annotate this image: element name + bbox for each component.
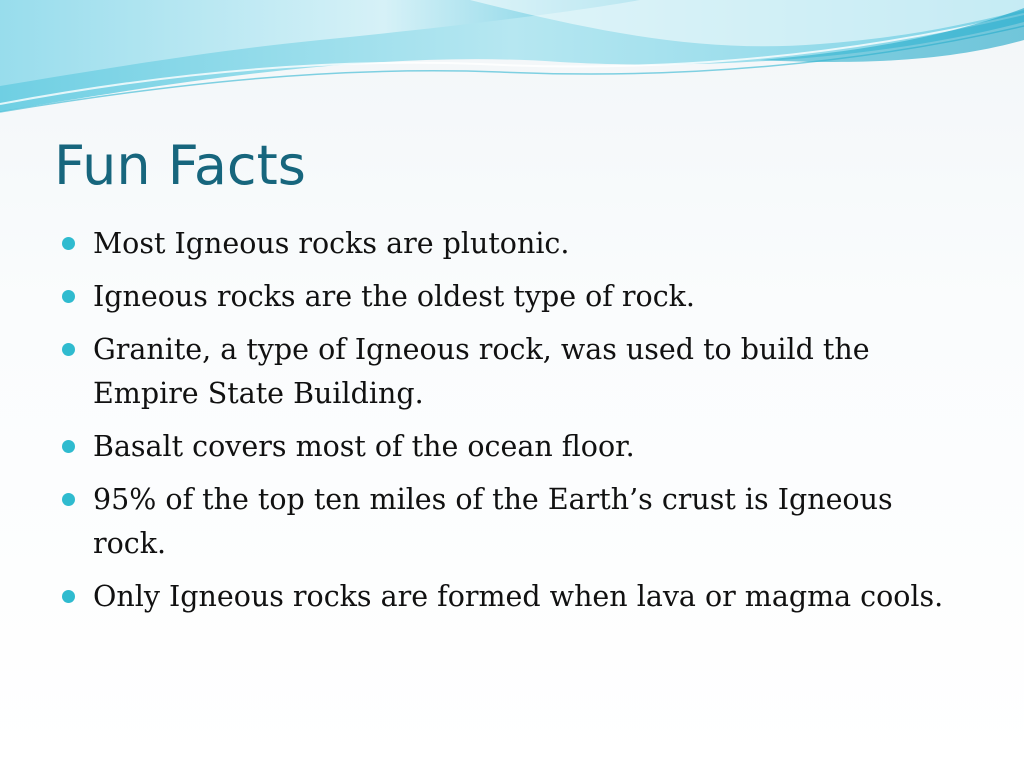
bullet-item xyxy=(62,328,962,416)
bullet-dot-icon xyxy=(62,290,75,303)
bullet-text: Basalt covers most of the ocean floor. xyxy=(93,430,635,463)
bullet-dot-icon xyxy=(62,343,75,356)
bullet-dot-icon xyxy=(62,237,75,250)
bullet-item xyxy=(62,575,962,619)
bullet-dot-icon xyxy=(62,590,75,603)
bullet-text: Only Igneous rocks are formed when lava or magma cools. xyxy=(93,580,944,613)
bullet-text: 95% of the top ten miles of the Earth’s crust is Igneous rock. xyxy=(93,483,893,560)
slide-title: Fun Facts xyxy=(54,134,306,197)
bullet-item xyxy=(62,478,962,566)
bullet-item xyxy=(62,425,962,469)
bullet-text: Most Igneous rocks are plutonic. xyxy=(93,227,570,260)
bullet-dot-icon xyxy=(62,440,75,453)
bullet-list xyxy=(62,222,962,628)
bullet-dot-icon xyxy=(62,493,75,506)
bullet-item xyxy=(62,275,962,319)
bullet-text: Igneous rocks are the oldest type of rock. xyxy=(93,280,695,313)
bullet-item xyxy=(62,222,962,266)
header-wave-decoration xyxy=(0,0,1024,130)
bullet-text: Granite, a type of Igneous rock, was used to build the Empire State Building. xyxy=(93,333,870,410)
